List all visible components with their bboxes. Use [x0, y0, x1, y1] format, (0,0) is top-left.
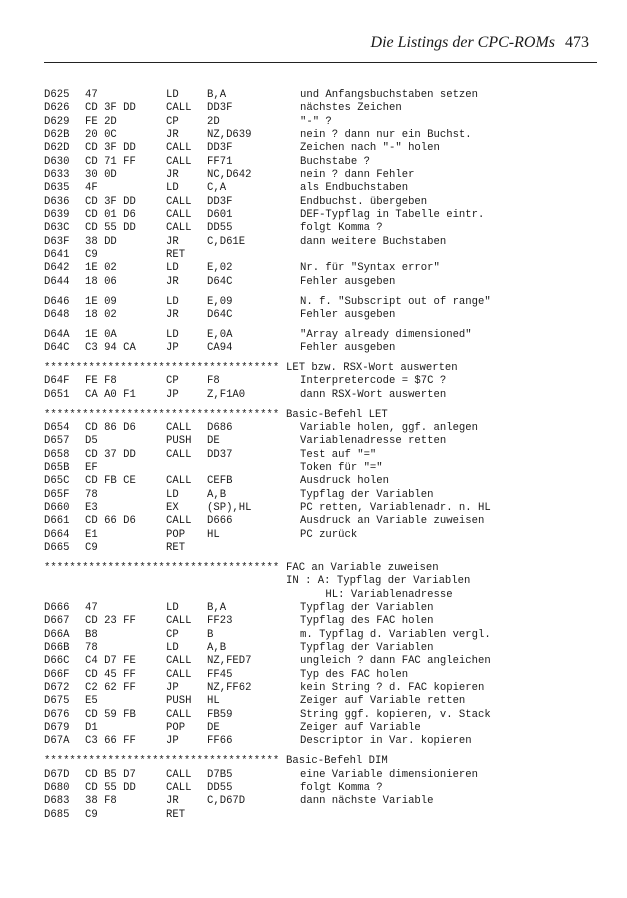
mnemonic: CALL [166, 222, 192, 235]
page-header [371, 34, 589, 52]
hex-bytes: CD 45 FF [85, 668, 136, 681]
comment: Zeiger auf Variable [300, 721, 421, 734]
address: D66F [44, 668, 70, 681]
operand: FF45 [207, 668, 233, 681]
comment: m. Typflag d. Variablen vergl. [300, 628, 491, 641]
hex-bytes: 20 0C [85, 129, 117, 142]
operand: HL [207, 695, 220, 708]
comment: Test auf "=" [300, 448, 377, 461]
operand: E,02 [207, 262, 233, 275]
hex-bytes: C4 D7 FE [85, 655, 136, 668]
operand: D64C [207, 309, 233, 321]
hex-bytes: C9 [85, 249, 98, 262]
address: D626 [44, 102, 70, 115]
comment: Interpretercode = $7C ? [300, 375, 447, 388]
hex-bytes: CD 59 FB [85, 708, 136, 721]
comment: nächstes Zeichen [300, 102, 402, 115]
operand: DD3F [207, 142, 233, 155]
comment: Fehler ausgeben [300, 275, 396, 288]
address: D657 [44, 435, 70, 448]
hex-bytes: CD 3F DD [85, 142, 136, 155]
comment: Token für "=" [300, 461, 383, 474]
comment: Variablenadresse retten [300, 435, 447, 448]
comment: dann nächste Variable [300, 795, 434, 808]
operand: D666 [207, 515, 233, 528]
comment: Ausdruck an Variable zuweisen [300, 515, 485, 528]
comment: Typflag des FAC holen [300, 615, 434, 628]
hex-bytes: E1 [85, 528, 98, 541]
comment: "-" ? [300, 115, 332, 128]
separator-stars: ************************************* [44, 408, 280, 421]
hex-bytes: D5 [85, 435, 98, 448]
address: D651 [44, 388, 70, 401]
mnemonic: LD [166, 641, 179, 654]
mnemonic: JP [166, 342, 179, 355]
page-number: 473 [565, 34, 589, 51]
operand: D601 [207, 209, 233, 222]
hex-bytes: CA A0 F1 [85, 388, 136, 401]
mnemonic: CALL [166, 655, 192, 668]
hex-bytes: E3 [85, 501, 98, 514]
address: D666 [44, 601, 70, 614]
comment: Zeichen nach "-" holen [300, 142, 440, 155]
comment: PC zurück [300, 528, 358, 541]
address: D630 [44, 155, 70, 168]
mnemonic: CALL [166, 615, 192, 628]
mnemonic: CALL [166, 195, 192, 208]
address: D67D [44, 768, 70, 781]
mnemonic: CALL [166, 768, 192, 781]
address: D648 [44, 309, 70, 321]
hex-bytes: CD 71 FF [85, 155, 136, 168]
section-title: Basic-Befehl LET [286, 408, 388, 421]
comment: Endbuchst. übergeben [300, 195, 428, 208]
operand: FF23 [207, 615, 233, 628]
address: D633 [44, 169, 70, 182]
operand: B [207, 628, 214, 641]
hex-bytes: 38 F8 [85, 795, 117, 808]
hex-bytes: C9 [85, 542, 98, 554]
mnemonic: JR [166, 129, 179, 142]
mnemonic: POP [166, 721, 186, 734]
address: D629 [44, 115, 70, 128]
address: D625 [44, 89, 70, 101]
operand: NZ,D639 [207, 129, 252, 142]
mnemonic: PUSH [166, 695, 192, 708]
comment: HL: Variablenadresse [300, 588, 453, 601]
mnemonic: CALL [166, 668, 192, 681]
address: D665 [44, 542, 70, 554]
operand: D7B5 [207, 768, 233, 781]
address: D65B [44, 461, 70, 474]
mnemonic: JP [166, 681, 179, 694]
operand: NZ,FF62 [207, 681, 252, 694]
comment: Fehler ausgeben [300, 309, 396, 321]
mnemonic: CALL [166, 708, 192, 721]
address: D683 [44, 795, 70, 808]
address: D685 [44, 808, 70, 821]
operand: A,B [207, 488, 227, 501]
operand: NZ,FED7 [207, 655, 252, 668]
comment: dann RSX-Wort auswerten [300, 388, 447, 401]
comment: DEF-Typflag in Tabelle eintr. [300, 209, 485, 222]
section-title: IN : A: Typflag der Variablen [286, 575, 471, 588]
operand: CA94 [207, 342, 233, 355]
comment: Zeiger auf Variable retten [300, 695, 466, 708]
mnemonic: CALL [166, 155, 192, 168]
operand: FF66 [207, 735, 233, 748]
mnemonic: LD [166, 262, 179, 275]
hex-bytes: FE 2D [85, 115, 117, 128]
mnemonic: CALL [166, 142, 192, 155]
address: D661 [44, 515, 70, 528]
mnemonic: EX [166, 501, 179, 514]
operand: DE [207, 721, 220, 734]
operand: FB59 [207, 708, 233, 721]
address: D672 [44, 681, 70, 694]
mnemonic: CALL [166, 475, 192, 488]
operand: Z,F1A0 [207, 388, 246, 401]
mnemonic: CALL [166, 209, 192, 222]
hex-bytes: 18 02 [85, 309, 117, 321]
separator-stars: ************************************* [44, 362, 280, 375]
address: D667 [44, 615, 70, 628]
hex-bytes: CD 3F DD [85, 195, 136, 208]
mnemonic: JP [166, 735, 179, 748]
operand: DD55 [207, 222, 233, 235]
comment: Nr. für "Syntax error" [300, 262, 440, 275]
hex-bytes: C9 [85, 808, 98, 821]
mnemonic: CALL [166, 448, 192, 461]
comment: "Array already dimensioned" [300, 328, 472, 341]
hex-bytes: CD 23 FF [85, 615, 136, 628]
address: D680 [44, 781, 70, 794]
hex-bytes: 47 [85, 601, 98, 614]
mnemonic: JR [166, 235, 179, 248]
mnemonic: JP [166, 388, 179, 401]
address: D67A [44, 735, 70, 748]
operand: HL [207, 528, 220, 541]
hex-bytes: C3 94 CA [85, 342, 136, 355]
mnemonic: JR [166, 795, 179, 808]
operand: DD55 [207, 781, 233, 794]
comment: ungleich ? dann FAC angleichen [300, 655, 491, 668]
hex-bytes: CD 37 DD [85, 448, 136, 461]
hex-bytes: B8 [85, 628, 98, 641]
running-title: Die Listings der CPC-ROMs [370, 34, 555, 51]
mnemonic: JR [166, 309, 179, 321]
operand: E,0A [207, 328, 233, 341]
operand: B,A [207, 89, 227, 101]
mnemonic: RET [166, 808, 186, 821]
mnemonic: CALL [166, 515, 192, 528]
comment: PC retten, Variablenadr. n. HL [300, 501, 491, 514]
hex-bytes: 38 DD [85, 235, 117, 248]
operand: DD37 [207, 448, 233, 461]
comment: folgt Komma ? [300, 222, 383, 235]
hex-bytes: 18 06 [85, 275, 117, 288]
address: D658 [44, 448, 70, 461]
mnemonic: RET [166, 249, 186, 262]
hex-bytes: CD 55 DD [85, 781, 136, 794]
operand: C,A [207, 182, 227, 195]
separator-stars: ************************************* [44, 755, 280, 768]
mnemonic: JR [166, 275, 179, 288]
address: D646 [44, 295, 70, 308]
section-title: Basic-Befehl DIM [286, 755, 388, 768]
address: D64A [44, 328, 70, 341]
hex-bytes: D1 [85, 721, 98, 734]
address: D654 [44, 421, 70, 434]
hex-bytes: C3 66 FF [85, 735, 136, 748]
address: D66A [44, 628, 70, 641]
hex-bytes: 1E 02 [85, 262, 117, 275]
hex-bytes: FE F8 [85, 375, 117, 388]
comment: Typflag der Variablen [300, 488, 434, 501]
address: D62D [44, 142, 70, 155]
address: D636 [44, 195, 70, 208]
operand: DD3F [207, 195, 233, 208]
address: D62B [44, 129, 70, 142]
address: D679 [44, 721, 70, 734]
address: D63C [44, 222, 70, 235]
operand: B,A [207, 601, 227, 614]
address: D64F [44, 375, 70, 388]
operand: CEFB [207, 475, 233, 488]
comment: Typflag der Variablen [300, 601, 434, 614]
hex-bytes: CD 3F DD [85, 102, 136, 115]
operand: 2D [207, 115, 220, 128]
comment: dann weitere Buchstaben [300, 235, 447, 248]
comment: kein String ? d. FAC kopieren [300, 681, 485, 694]
address: D664 [44, 528, 70, 541]
hex-bytes: CD 01 D6 [85, 209, 136, 222]
comment: nein ? dann nur ein Buchst. [300, 129, 472, 142]
hex-bytes: CD 55 DD [85, 222, 136, 235]
mnemonic: CALL [166, 102, 192, 115]
hex-bytes: 30 0D [85, 169, 117, 182]
comment: Descriptor in Var. kopieren [300, 735, 472, 748]
address: D675 [44, 695, 70, 708]
hex-bytes: EF [85, 461, 98, 474]
mnemonic: LD [166, 182, 179, 195]
mnemonic: LD [166, 488, 179, 501]
mnemonic: JR [166, 169, 179, 182]
address: D64C [44, 342, 70, 355]
comment: Buchstabe ? [300, 155, 370, 168]
header-rule [44, 62, 597, 63]
hex-bytes: E5 [85, 695, 98, 708]
comment: eine Variable dimensionieren [300, 768, 479, 781]
hex-bytes: 1E 09 [85, 295, 117, 308]
address: D63F [44, 235, 70, 248]
hex-bytes: 78 [85, 641, 98, 654]
operand: A,B [207, 641, 227, 654]
mnemonic: CALL [166, 421, 192, 434]
address: D66B [44, 641, 70, 654]
comment: nein ? dann Fehler [300, 169, 415, 182]
mnemonic: CP [166, 628, 179, 641]
separator-stars: ************************************* [44, 561, 280, 574]
address: D676 [44, 708, 70, 721]
comment: N. f. "Subscript out of range" [300, 295, 491, 308]
address: D65F [44, 488, 70, 501]
operand: D686 [207, 421, 233, 434]
comment: folgt Komma ? [300, 781, 383, 794]
operand: FF71 [207, 155, 233, 168]
comment: als Endbuchstaben [300, 182, 409, 195]
operand: E,09 [207, 295, 233, 308]
hex-bytes: C2 62 FF [85, 681, 136, 694]
mnemonic: CALL [166, 781, 192, 794]
address: D641 [44, 249, 70, 262]
mnemonic: PUSH [166, 435, 192, 448]
comment: Ausdruck holen [300, 475, 390, 488]
operand: F8 [207, 375, 220, 388]
address: D65C [44, 475, 70, 488]
mnemonic: LD [166, 295, 179, 308]
comment: Typflag der Variablen [300, 641, 434, 654]
section-title: FAC an Variable zuweisen [286, 561, 439, 574]
hex-bytes: 78 [85, 488, 98, 501]
hex-bytes: 4F [85, 182, 98, 195]
comment: Fehler ausgeben [300, 342, 396, 355]
operand: C,D61E [207, 235, 246, 248]
hex-bytes: CD B5 D7 [85, 768, 136, 781]
comment: Typ des FAC holen [300, 668, 409, 681]
comment: Variable holen, ggf. anlegen [300, 421, 479, 434]
address: D642 [44, 262, 70, 275]
mnemonic: LD [166, 89, 179, 101]
address: D660 [44, 501, 70, 514]
operand: DE [207, 435, 220, 448]
address: D635 [44, 182, 70, 195]
operand: (SP),HL [207, 501, 252, 514]
mnemonic: LD [166, 601, 179, 614]
mnemonic: POP [166, 528, 186, 541]
mnemonic: RET [166, 542, 186, 554]
hex-bytes: 47 [85, 89, 98, 101]
operand: C,D67D [207, 795, 246, 808]
address: D639 [44, 209, 70, 222]
operand: D64C [207, 275, 233, 288]
hex-bytes: CD 86 D6 [85, 421, 136, 434]
operand: DD3F [207, 102, 233, 115]
address: D66C [44, 655, 70, 668]
hex-bytes: CD 66 D6 [85, 515, 136, 528]
operand: NC,D642 [207, 169, 252, 182]
hex-bytes: 1E 0A [85, 328, 117, 341]
comment: String ggf. kopieren, v. Stack [300, 708, 491, 721]
mnemonic: CP [166, 375, 179, 388]
section-title: LET bzw. RSX-Wort auswerten [286, 362, 458, 375]
address: D644 [44, 275, 70, 288]
mnemonic: LD [166, 328, 179, 341]
mnemonic: CP [166, 115, 179, 128]
comment: und Anfangsbuchstaben setzen [300, 89, 479, 101]
hex-bytes: CD FB CE [85, 475, 136, 488]
